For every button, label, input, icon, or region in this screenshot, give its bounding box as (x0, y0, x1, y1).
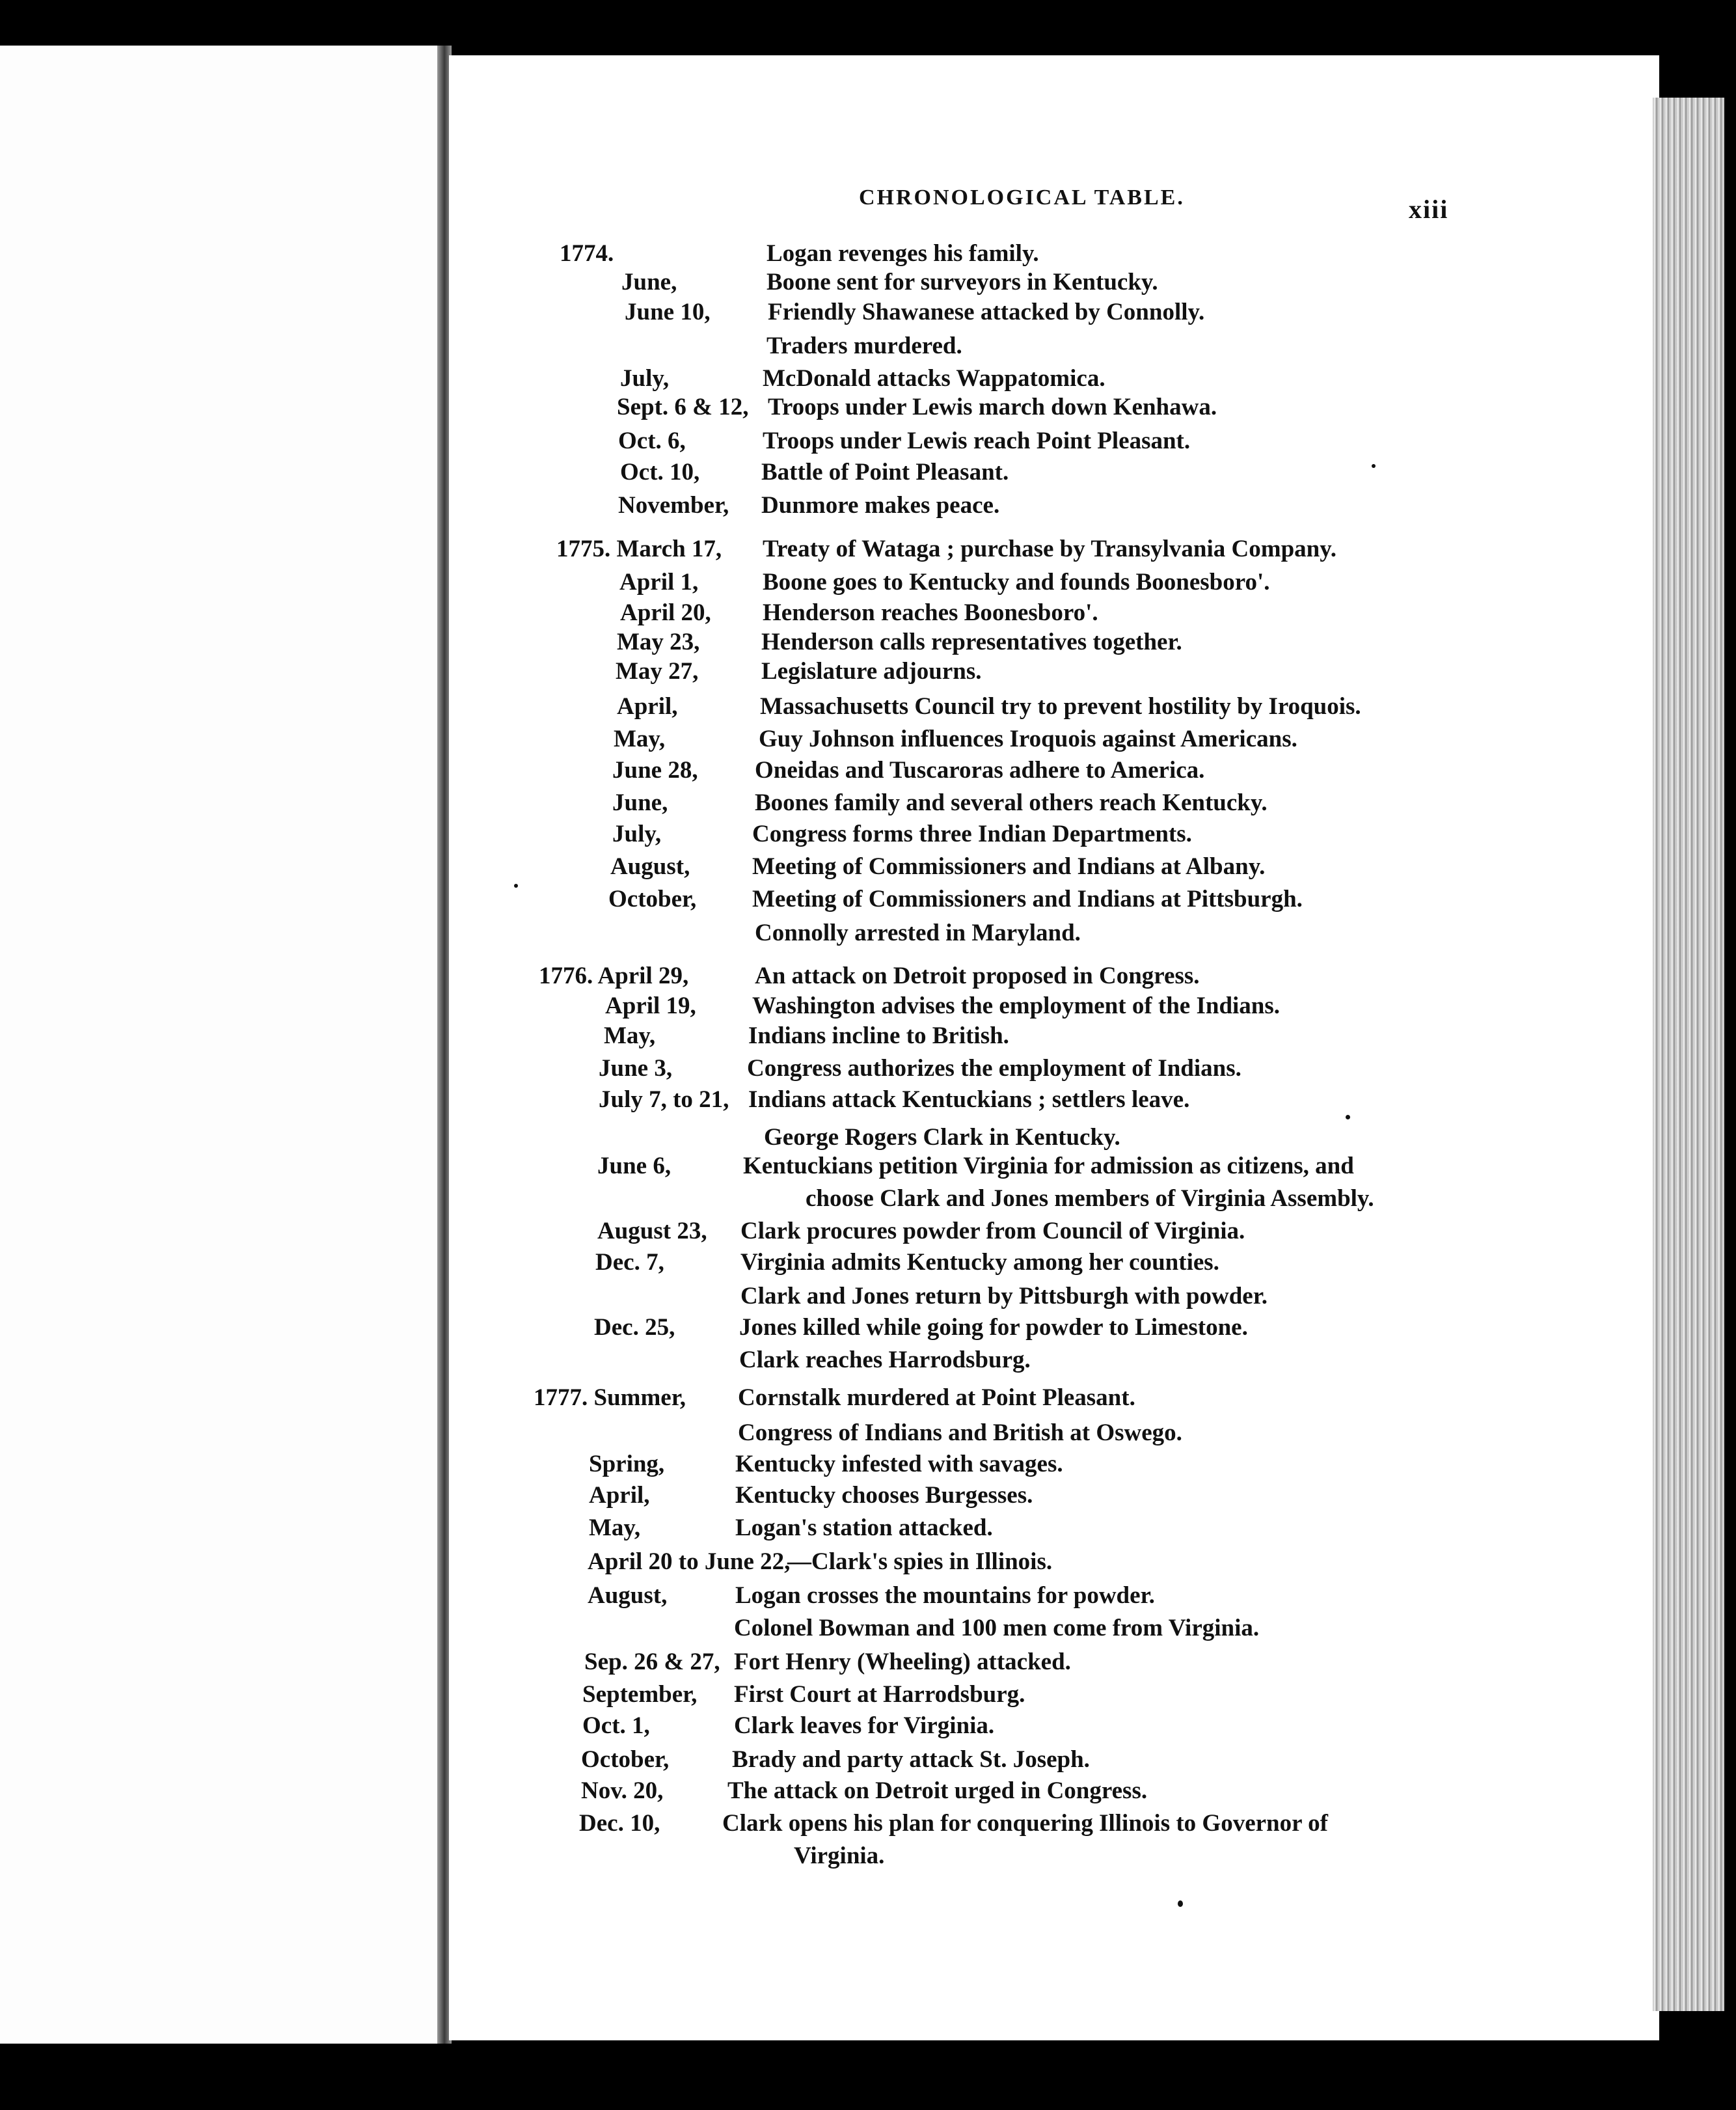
entry-event: Washington advises the employment of the Indians. (752, 993, 1281, 1019)
entry-date: July, (612, 821, 662, 847)
entry-event: Troops under Lewis march down Kenhawa. (768, 394, 1217, 420)
entry-event: Traders murdered. (766, 333, 962, 359)
entry-date: April, (617, 693, 678, 720)
entry-event: McDonald attacks Wappatomica. (763, 365, 1105, 392)
entry-date: October, (608, 886, 697, 912)
entry-date: June 10, (625, 299, 711, 325)
entry-event: George Rogers Clark in Kentucky. (764, 1124, 1120, 1151)
entry-event: Battle of Point Pleasant. (761, 459, 1009, 486)
entry-date: May 27, (616, 658, 699, 685)
entry-event: Fort Henry (Wheeling) attacked. (734, 1649, 1071, 1675)
entry-date: September, (582, 1681, 698, 1708)
entry-event: Virginia. (794, 1843, 885, 1869)
entry-event: Indians attack Kentuckians ; settlers leave. (748, 1086, 1190, 1113)
entry-event: Logan revenges his family. (766, 240, 1039, 267)
entry-event: Dunmore makes peace. (761, 492, 1000, 519)
entry-date: July 7, to 21, (599, 1086, 729, 1113)
entry-date: Dec. 7, (595, 1249, 664, 1276)
entry-date: May, (604, 1022, 656, 1049)
entry-date: November, (618, 492, 729, 519)
ink-speck (514, 884, 518, 888)
entry-event: Boones family and several others reach Kentucky. (755, 789, 1268, 816)
entry-event: Congress of Indians and British at Oswego. (738, 1419, 1182, 1446)
entry-date: April 19, (605, 993, 696, 1019)
entry-event: Guy Johnson influences Iroquois against Americans. (759, 726, 1297, 752)
ink-speck (1372, 464, 1376, 468)
entry-date: 1776. April 29, (539, 963, 689, 989)
running-head: CHRONOLOGICAL TABLE. (859, 185, 1185, 210)
entry-event: Kentucky chooses Burgesses. (735, 1482, 1033, 1509)
entry-event: Clark opens his plan for conquering Illinois to Governor of (722, 1810, 1328, 1837)
entry-date: October, (581, 1746, 670, 1773)
entry-event: Meeting of Commissioners and Indians at Albany. (752, 853, 1266, 880)
entry-event: Kentucky infested with savages. (735, 1451, 1063, 1477)
entry-date: 1774. (560, 240, 614, 267)
entry-date: August, (588, 1582, 668, 1609)
entry-event: Meeting of Commissioners and Indians at Pittsburgh. (752, 886, 1303, 912)
entry-date: Sep. 26 & 27, (584, 1649, 720, 1675)
entry-event: Treaty of Wataga ; purchase by Transylvania Company. (763, 536, 1336, 562)
entry-date: April 20, (620, 599, 711, 626)
entry-event: Jones killed while going for powder to Limestone. (739, 1314, 1248, 1341)
entry-date: June 3, (599, 1055, 673, 1082)
entry-event: Virginia admits Kentucky among her counties. (740, 1249, 1219, 1276)
entry-date: 1777. Summer, (534, 1384, 686, 1411)
entry-date: May, (589, 1514, 641, 1541)
entry-event: Brady and party attack St. Joseph. (732, 1746, 1090, 1773)
entry-date: May 23, (617, 629, 700, 655)
entry-date: 1775. March 17, (556, 536, 722, 562)
left-blank-page (0, 46, 442, 2044)
entry-date: May, (614, 726, 666, 752)
entry-date: June, (621, 269, 677, 295)
entry-event: Oneidas and Tuscaroras adhere to America. (755, 757, 1205, 784)
entry-event: Kentuckians petition Virginia for admission as citizens, and (743, 1153, 1354, 1179)
page-edges (1653, 98, 1724, 2011)
entry-event: Cornstalk murdered at Point Pleasant. (738, 1384, 1135, 1411)
entry-event: Henderson reaches Boonesboro'. (763, 599, 1098, 626)
entry-event: Henderson calls representatives together. (761, 629, 1182, 655)
entry-event: Boone goes to Kentucky and founds Boonesboro'. (763, 569, 1270, 596)
entry-event: Clark leaves for Virginia. (734, 1712, 995, 1739)
entry-date: July, (620, 365, 670, 392)
entry-event: Congress forms three Indian Departments. (752, 821, 1192, 847)
entry-date: Spring, (589, 1451, 665, 1477)
entry-event: Logan crosses the mountains for powder. (735, 1582, 1155, 1609)
ink-speck (1346, 1115, 1350, 1119)
entry-date: Oct. 1, (582, 1712, 650, 1739)
entry-date: June 28, (612, 757, 698, 784)
entry-event: Troops under Lewis reach Point Pleasant. (763, 428, 1191, 454)
page-number: xiii (1409, 195, 1449, 224)
entry-date: Sept. 6 & 12, (617, 394, 749, 420)
entry-event: Massachusetts Council try to prevent hostility by Iroquois. (760, 693, 1361, 720)
entry-date: August 23, (597, 1218, 707, 1244)
entry-event: Friendly Shawanese attacked by Connolly. (768, 299, 1205, 325)
entry-event: An attack on Detroit proposed in Congress. (755, 963, 1200, 989)
entry-event: Logan's station attacked. (735, 1514, 993, 1541)
entry-event: Indians incline to British. (748, 1022, 1009, 1049)
entry-event: Connolly arrested in Maryland. (755, 920, 1081, 946)
entry-date: April, (589, 1482, 650, 1509)
entry-event: Congress authorizes the employment of Indians. (747, 1055, 1241, 1082)
entry-event: Boone sent for surveyors in Kentucky. (766, 269, 1158, 295)
ink-speck (1178, 1900, 1183, 1907)
entry-event: Clark and Jones return by Pittsburgh with powder. (740, 1283, 1268, 1309)
entry-date: Dec. 25, (594, 1314, 675, 1341)
entry-event: Legislature adjourns. (761, 658, 982, 685)
entry-event: choose Clark and Jones members of Virginia Assembly. (806, 1185, 1374, 1212)
entry-date: Nov. 20, (581, 1777, 664, 1804)
entry-date: June 6, (597, 1153, 671, 1179)
entry-event: Colonel Bowman and 100 men come from Virginia. (734, 1615, 1260, 1641)
entry-date: August, (610, 853, 690, 880)
entry-date: June, (612, 789, 668, 816)
entry-event: First Court at Harrodsburg. (734, 1681, 1025, 1708)
entry-date: April 20 to June 22, (588, 1548, 791, 1575)
entry-date: Oct. 10, (620, 459, 700, 486)
entry-event: —Clark's spies in Illinois. (787, 1548, 1053, 1575)
entry-date: Oct. 6, (618, 428, 686, 454)
entry-event: Clark procures powder from Council of Virginia. (740, 1218, 1245, 1244)
entry-date: April 1, (619, 569, 699, 596)
entry-event: The attack on Detroit urged in Congress. (727, 1777, 1148, 1804)
entry-date: Dec. 10, (579, 1810, 660, 1837)
entry-event: Clark reaches Harrodsburg. (739, 1347, 1031, 1373)
